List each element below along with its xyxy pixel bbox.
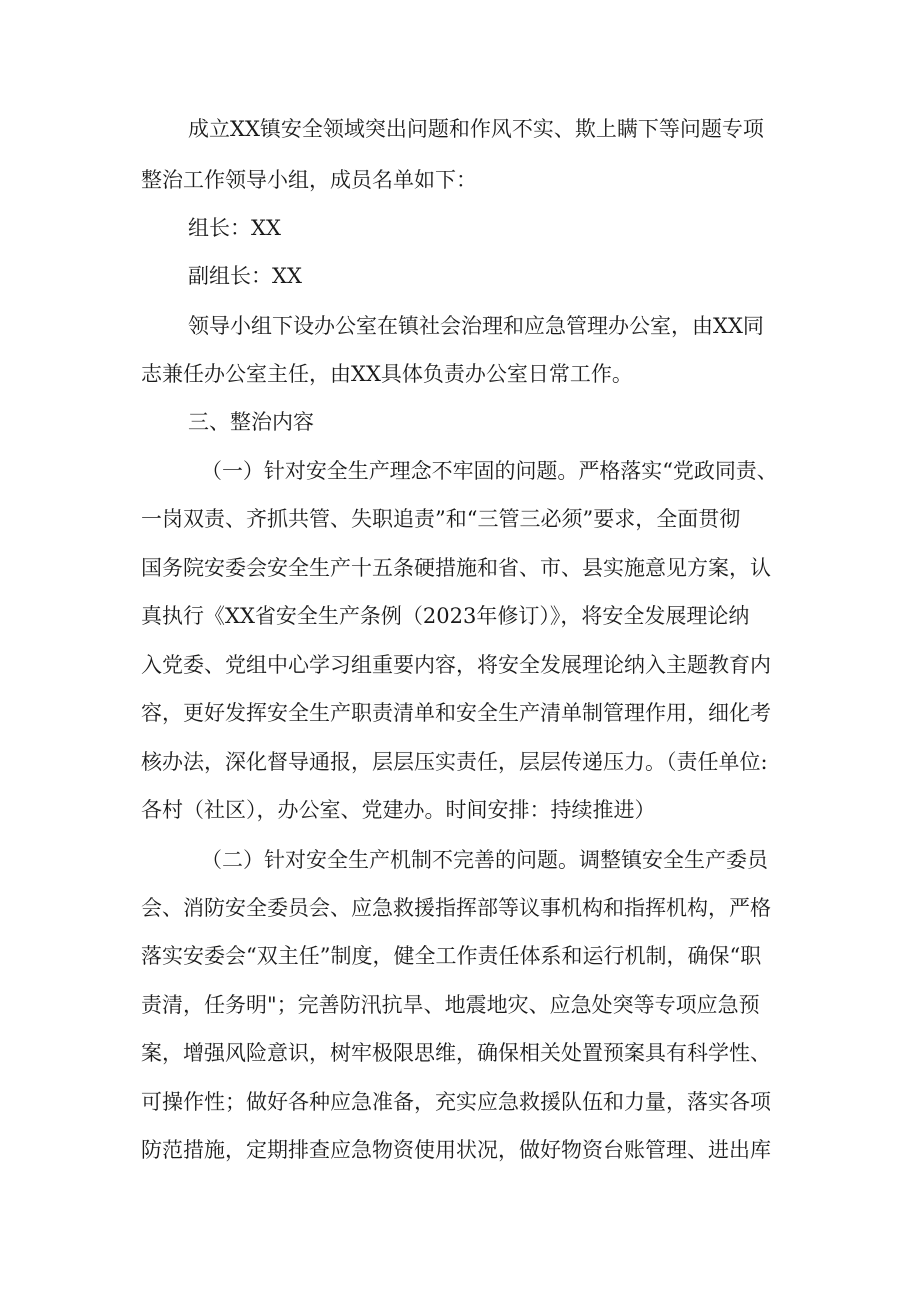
body-line: 志兼任办公室主任，由XX具体负责办公室日常工作。	[141, 362, 633, 386]
body-line: 入党委、党组中心学习组重要内容，将安全发展理论纳入主题教育内	[141, 653, 771, 677]
body-line: 会、消防安全委员会、应急救援指挥部等议事机构和指挥机构，严格	[141, 896, 771, 920]
body-line: 一岗双责、齐抓共管、失职追责”和“三管三必须”要求，全面贯彻	[141, 507, 741, 531]
body-line: （一）针对安全生产理念不牢固的问题。严格落实“党政同责、	[201, 459, 778, 483]
body-line: （二）针对安全生产机制不完善的问题。调整镇安全生产委员	[201, 848, 768, 872]
body-line: 防范措施，定期排查应急物资使用状况，做好物资台账管理、进出库	[141, 1138, 771, 1162]
body-line: 组长：XX	[188, 216, 281, 240]
body-line: 副组长：XX	[188, 264, 302, 288]
body-line: 国务院安委会安全生产十五条硬措施和省、市、县实施意见方案，认	[141, 556, 771, 580]
body-line: 可操作性；做好各种应急准备，充实应急救援队伍和力量，落实各项	[141, 1090, 771, 1114]
body-line: 容，更好发挥安全生产职责清单和安全生产清单制管理作用，细化考	[141, 701, 771, 725]
body-line: 各村（社区），办公室、党建办。时间安排：持续推进）	[141, 798, 656, 822]
body-line: 真执行《XX省安全生产条例（2023年修订）》，将安全发展理论纳	[141, 604, 750, 628]
body-line: 落实安委会“双主任”制度，健全工作责任体系和运行机制，确保“职	[141, 944, 762, 968]
body-line: 整治工作领导小组，成员名单如下：	[141, 168, 477, 192]
body-line: 案，增强风险意识，树牢极限思维，确保相关处置预案具有科学性、	[141, 1041, 771, 1065]
body-line: 责清，任务明"；完善防汛抗旱、地震地灾、应急处突等专项应急预	[141, 993, 760, 1017]
body-line: 核办法，深化督导通报，层层压实责任，层层传递压力。（责任单位:	[141, 750, 768, 774]
section-heading: 三、整治内容	[188, 410, 314, 434]
body-line: 成立XX镇安全领域突出问题和作风不实、欺上瞒下等问题专项	[188, 117, 764, 141]
body-line: 领导小组下设办公室在镇社会治理和应急管理办公室，由XX同	[188, 314, 764, 338]
